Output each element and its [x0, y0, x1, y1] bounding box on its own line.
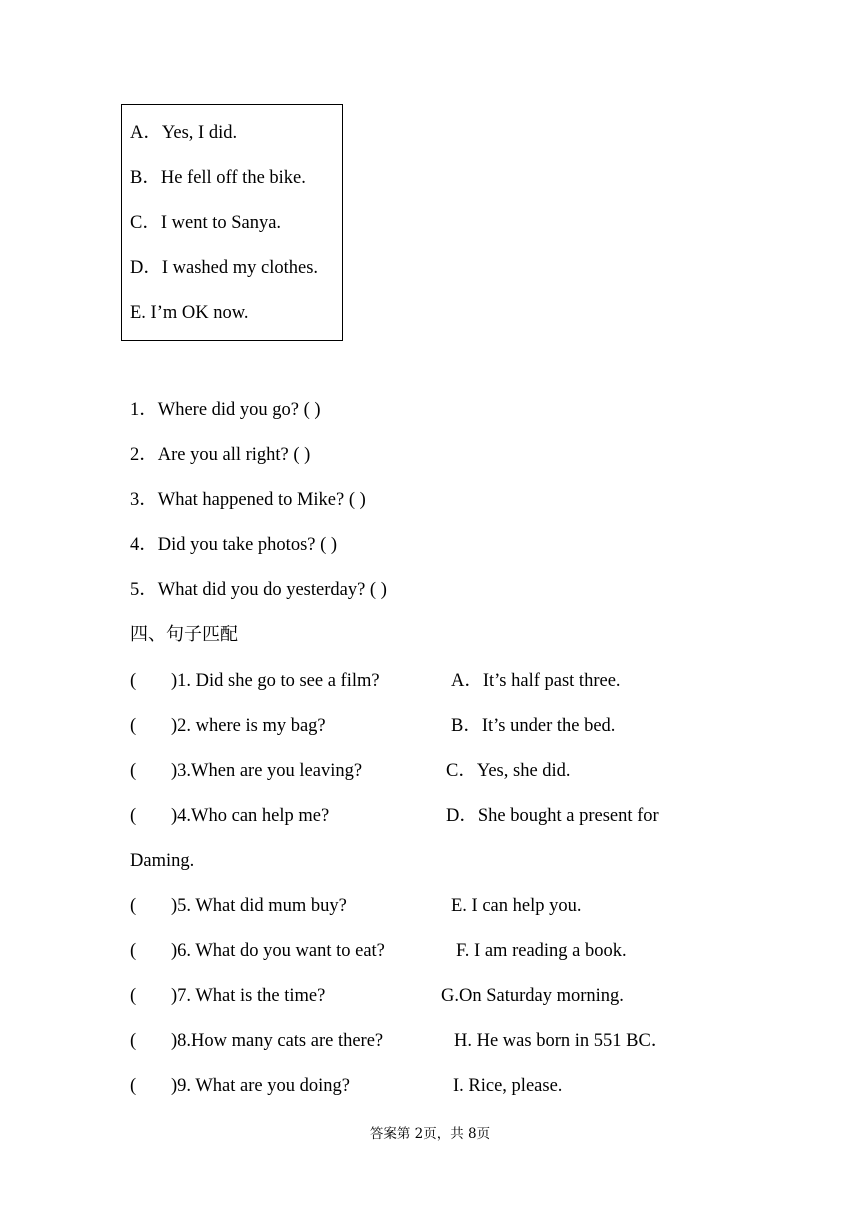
match-blank: (	[130, 761, 137, 781]
page-footer: 答案第 2页，共 8页	[369, 1126, 491, 1142]
match-question: )6. What do you want to eat?	[171, 941, 385, 961]
match-answer: D．She bought a present for	[446, 806, 659, 826]
option-c: C．I went to Sanya.	[130, 213, 282, 233]
match-question: )4.Who can help me?	[171, 806, 330, 826]
match-answer: A．It’s half past three.	[451, 671, 621, 691]
wrap-line: Daming.	[130, 851, 195, 871]
option-b: B．He fell off the bike.	[130, 168, 306, 188]
match-question: )8.How many cats are there?	[171, 1031, 384, 1051]
section-title: 四、句子匹配	[130, 624, 238, 645]
match-blank: (	[130, 1076, 137, 1096]
option-d: D．I washed my clothes.	[130, 258, 319, 278]
match-question: )2. where is my bag?	[171, 716, 326, 736]
match-blank: (	[130, 986, 137, 1006]
match-answer: H. He was born in 551 BC．	[454, 1031, 670, 1051]
match-blank: (	[130, 806, 137, 826]
match-answer: F. I am reading a book.	[456, 941, 627, 961]
match-answer: B．It’s under the bed.	[451, 716, 616, 736]
match-blank: (	[130, 896, 137, 916]
question-2: 2．Are you all right? ( )	[130, 445, 311, 465]
match-blank: (	[130, 671, 137, 691]
match-answer: E. I can help you.	[451, 896, 582, 916]
match-answer: I. Rice, please.	[453, 1076, 563, 1096]
question-4: 4．Did you take photos? ( )	[130, 535, 338, 555]
match-answer: G.On Saturday morning.	[441, 986, 624, 1006]
match-question: )7. What is the time?	[171, 986, 326, 1006]
match-blank: (	[130, 716, 137, 736]
match-question: )3.When are you leaving?	[171, 761, 363, 781]
match-blank: (	[130, 941, 137, 961]
match-answer: C．Yes, she did.	[446, 761, 571, 781]
question-3: 3．What happened to Mike? ( )	[130, 490, 366, 510]
option-e: E. I’m OK now.	[130, 303, 249, 323]
option-a: A．Yes, I did.	[130, 123, 238, 143]
match-question: )1. Did she go to see a film?	[171, 671, 380, 691]
match-blank: (	[130, 1031, 137, 1051]
match-question: )5. What did mum buy?	[171, 896, 347, 916]
question-5: 5．What did you do yesterday? ( )	[130, 580, 387, 600]
question-1: 1．Where did you go? ( )	[130, 400, 321, 420]
match-question: )9. What are you doing?	[171, 1076, 350, 1096]
